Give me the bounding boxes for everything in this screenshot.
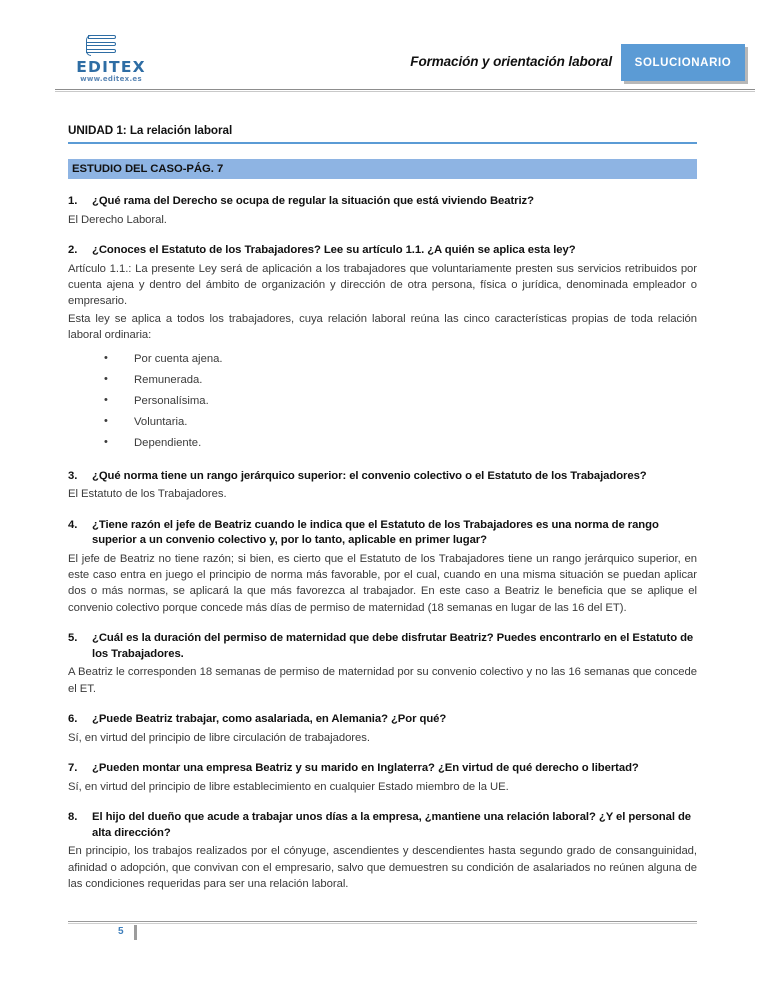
- question-text: ¿Tiene razón el jefe de Beatriz cuando le indica que el Estatuto de los Trabajadores es una norma de rango superior a un convenio colectivo y, por lo tanto, aplicable en primer lugar?: [92, 518, 659, 547]
- list-item: • Personalísima.: [68, 390, 697, 411]
- question: [68, 761, 697, 777]
- editex-logo: [65, 34, 157, 86]
- question-text: ¿Pueden montar una empresa Beatriz y su marido en Inglaterra? ¿En virtud de qué derecho o libertad?: [92, 762, 639, 775]
- qa-item: [68, 518, 697, 617]
- answer-text: A Beatriz le corresponden 18 semanas de permiso de maternidad por su convenio colectivo y no las 16 semanas que concede el ET.: [68, 666, 697, 695]
- answer-text: El Estatuto de los Trabajadores.: [68, 488, 227, 501]
- qa-item: [68, 194, 697, 228]
- characteristics-list: [68, 348, 697, 453]
- answer-text: En principio, los trabajos realizados por el cónyuge, ascendientes y descendientes hasta segundo grado de consanguinidad, afinidad o adopción, que convivan con el empresario, salvo que demuestren su condición de asalariados no reúnen alguna de las condiciones requeridas para ser una relación laboral.: [68, 845, 697, 890]
- question-number: 1.: [68, 195, 78, 207]
- question-text: El hijo del dueño que acude a trabajar unos días a la empresa, ¿mantiene una relación laboral? ¿Y el personal de alta dirección?: [92, 810, 692, 839]
- question-text: ¿Puede Beatriz trabajar, como asalariada, en Alemania? ¿Por qué?: [92, 713, 447, 726]
- question: [68, 194, 697, 210]
- section-banner: ESTUDIO DEL CASO-PÁG. 7: [68, 159, 697, 179]
- badge-label: SOLUCIONARIO: [621, 44, 745, 81]
- document-body: [68, 124, 697, 892]
- question: [68, 243, 697, 259]
- qa-item: [68, 810, 697, 892]
- question-text: ¿Qué rama del Derecho se ocupa de regular la situación que está viviendo Beatriz?: [92, 195, 534, 207]
- question-text: ¿Cuál es la duración del permiso de maternidad que debe disfrutar Beatriz? Puedes encontrarlo en el Estatuto de los Trabajadores.: [92, 632, 694, 660]
- question-number: 4.: [68, 518, 78, 531]
- header-divider: [55, 89, 755, 92]
- question-number: 6.: [68, 713, 78, 726]
- answer-text: Sí, en virtud del principio de libre establecimiento en cualquier Estado miembro de la UE.: [68, 780, 509, 793]
- answer-text: Sí, en virtud del principio de libre circulación de trabajadores.: [68, 731, 370, 744]
- answer-text: Artículo 1.1.: La presente Ley será de aplicación a los trabajadores que voluntariamente presten sus servicios retribuidos por cuenta ajena y dentro del ámbito de organización y dirección de otra persona, física o jurídica, denominada empleador o empresario.: [68, 262, 697, 308]
- header-title: Formación y orientación laboral: [410, 54, 612, 69]
- question-number: 5.: [68, 632, 78, 645]
- qa-item: [68, 761, 697, 795]
- logo-url: www.editex.es: [80, 75, 142, 83]
- qa-item: [68, 243, 697, 454]
- list-item: • Dependiente.: [68, 433, 697, 454]
- list-item: • Remunerada.: [68, 369, 697, 390]
- question-number: 7.: [68, 762, 78, 775]
- question-text: ¿Qué norma tiene un rango jerárquico superior: el convenio colectivo o el Estatuto de los Trabajadores?: [92, 469, 647, 482]
- page-title: UNIDAD 1: La relación laboral: [68, 124, 697, 144]
- question-number: 8.: [68, 810, 78, 823]
- question: [68, 631, 697, 662]
- question: [68, 518, 697, 549]
- list-item: • Voluntaria.: [68, 412, 697, 433]
- question-number: 2.: [68, 243, 78, 256]
- question: [68, 469, 697, 485]
- solucionario-badge: [621, 44, 745, 81]
- question-number: 3.: [68, 469, 78, 482]
- logo-wordmark: EDITEX: [76, 58, 146, 76]
- answer-text: El Derecho Laboral.: [68, 213, 167, 226]
- qa-item: [68, 631, 697, 697]
- question: [68, 810, 697, 841]
- page-number: 5: [118, 926, 124, 937]
- answer-text: El jefe de Beatriz no tiene razón; si bien, es cierto que el Estatuto de los Trabajadores tiene un rango jerárquico superior, en este caso entra en juego el principio de norma más favorable, por el cual, cuando en una misma situación se puedan aplicar dos o más normas, se aplicará la que más favorezca al trabajador. En este caso a Beatriz le beneficia que se aplique el convenio colectivo porque concede más días de permiso de maternidad (18 semanas en lugar de las 16 del ET).: [68, 552, 697, 614]
- list-item: • Por cuenta ajena.: [68, 348, 697, 369]
- books-stack-icon: [85, 34, 119, 60]
- footer-accent-bar: [134, 925, 137, 940]
- answer-text: Esta ley se aplica a todos los trabajadores, cuya relación laboral reúna las cinco características propias de toda relación laboral ordinaria:: [68, 312, 697, 342]
- footer-divider: [68, 921, 697, 924]
- question-text: ¿Conoces el Estatuto de los Trabajadores? Lee su artículo 1.1. ¿A quién se aplica esta ley?: [92, 243, 576, 256]
- question: [68, 712, 697, 728]
- page-header: [55, 32, 755, 88]
- qa-item: [68, 712, 697, 746]
- qa-item: [68, 469, 697, 503]
